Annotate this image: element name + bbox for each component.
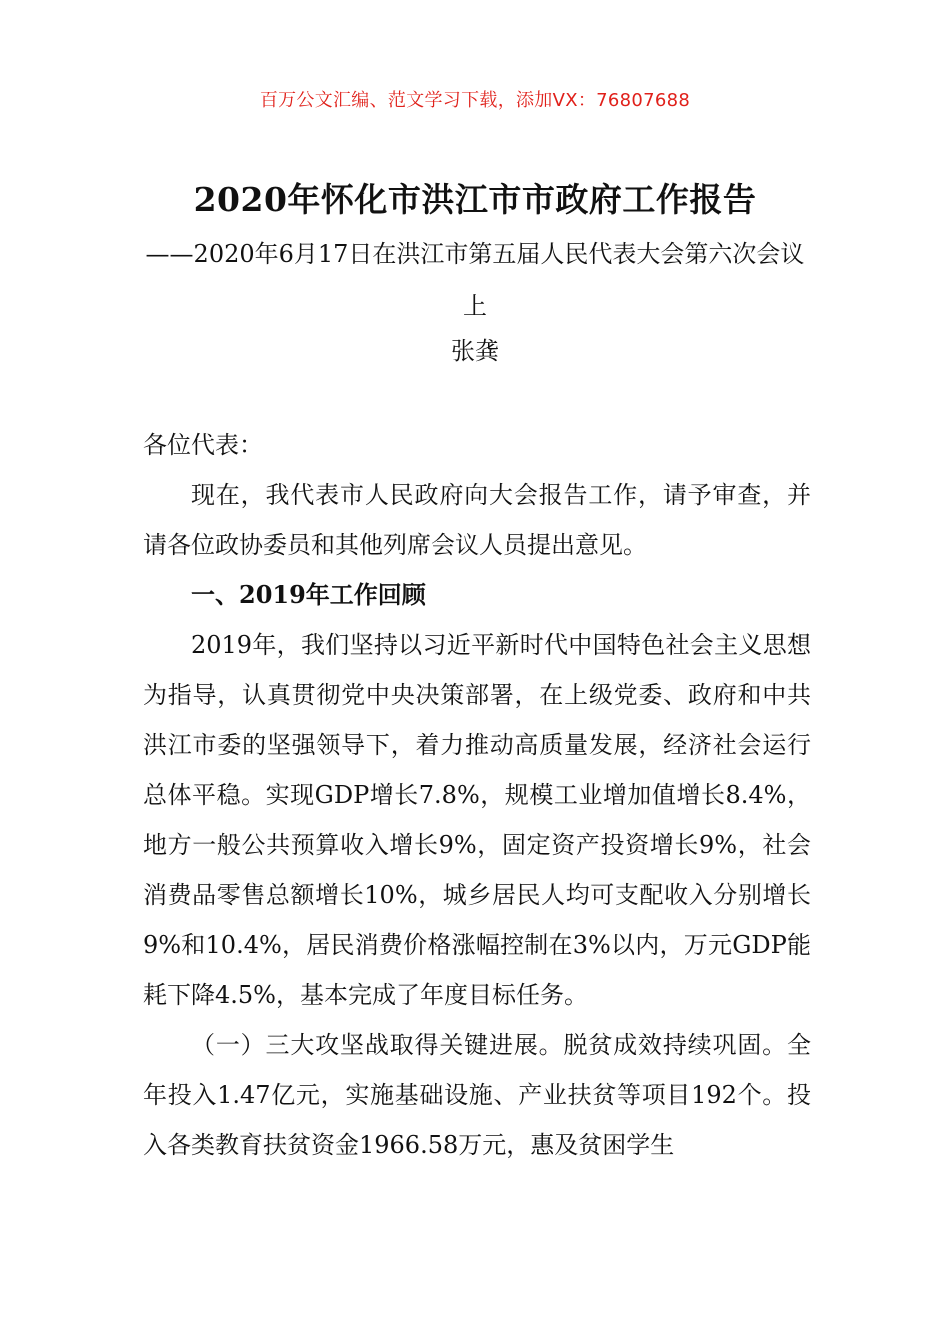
document-author: 张龚 <box>451 337 499 365</box>
salutation: 各位代表： <box>143 431 263 459</box>
intro-paragraph: 现在，我代表市人民政府向大会报告工作，请予审查，并请各位政协委员和其他列席会议人员提出意见。 <box>143 481 811 559</box>
header-watermark-note: 百万公文汇编、范文学习下载，添加VX：76807688 <box>259 90 691 111</box>
section-heading: 一、2019年工作回顾 <box>191 580 426 609</box>
poverty-paragraph: （一）三大攻坚战取得关键进展。脱贫成效持续巩固。全年投入1.47亿元，实施基础设施、产业扶贫等项目192个。投入各类教育扶贫资金1966.58万元，惠及贫困学生 <box>143 1031 811 1159</box>
document-subtitle: ——2020年6月17日在洪江市第五届人民代表大会第六次会议上 <box>145 240 805 320</box>
document-title: 2020年怀化市洪江市市政府工作报告 <box>193 180 757 219</box>
document-body <box>143 420 811 1170</box>
review-paragraph: 2019年，我们坚持以习近平新时代中国特色社会主义思想为指导，认真贯彻党中央决策部署，在上级党委、政府和中共洪江市委的坚强领导下，着力推动高质量发展，经济社会运行总体平稳。实现GDP增长7.8%，规模工业增加值增长8.4%，地方一般公共预算收入增长9%，固定资产投资增长9%，社会消费品零售总额增长10%，城乡居民人均可支配收入分别增长9%和10.4%，居民消费价格涨幅控制在3%以内，万元GDP能耗下降4.5%，基本完成了年度目标任务。 <box>143 631 811 1009</box>
